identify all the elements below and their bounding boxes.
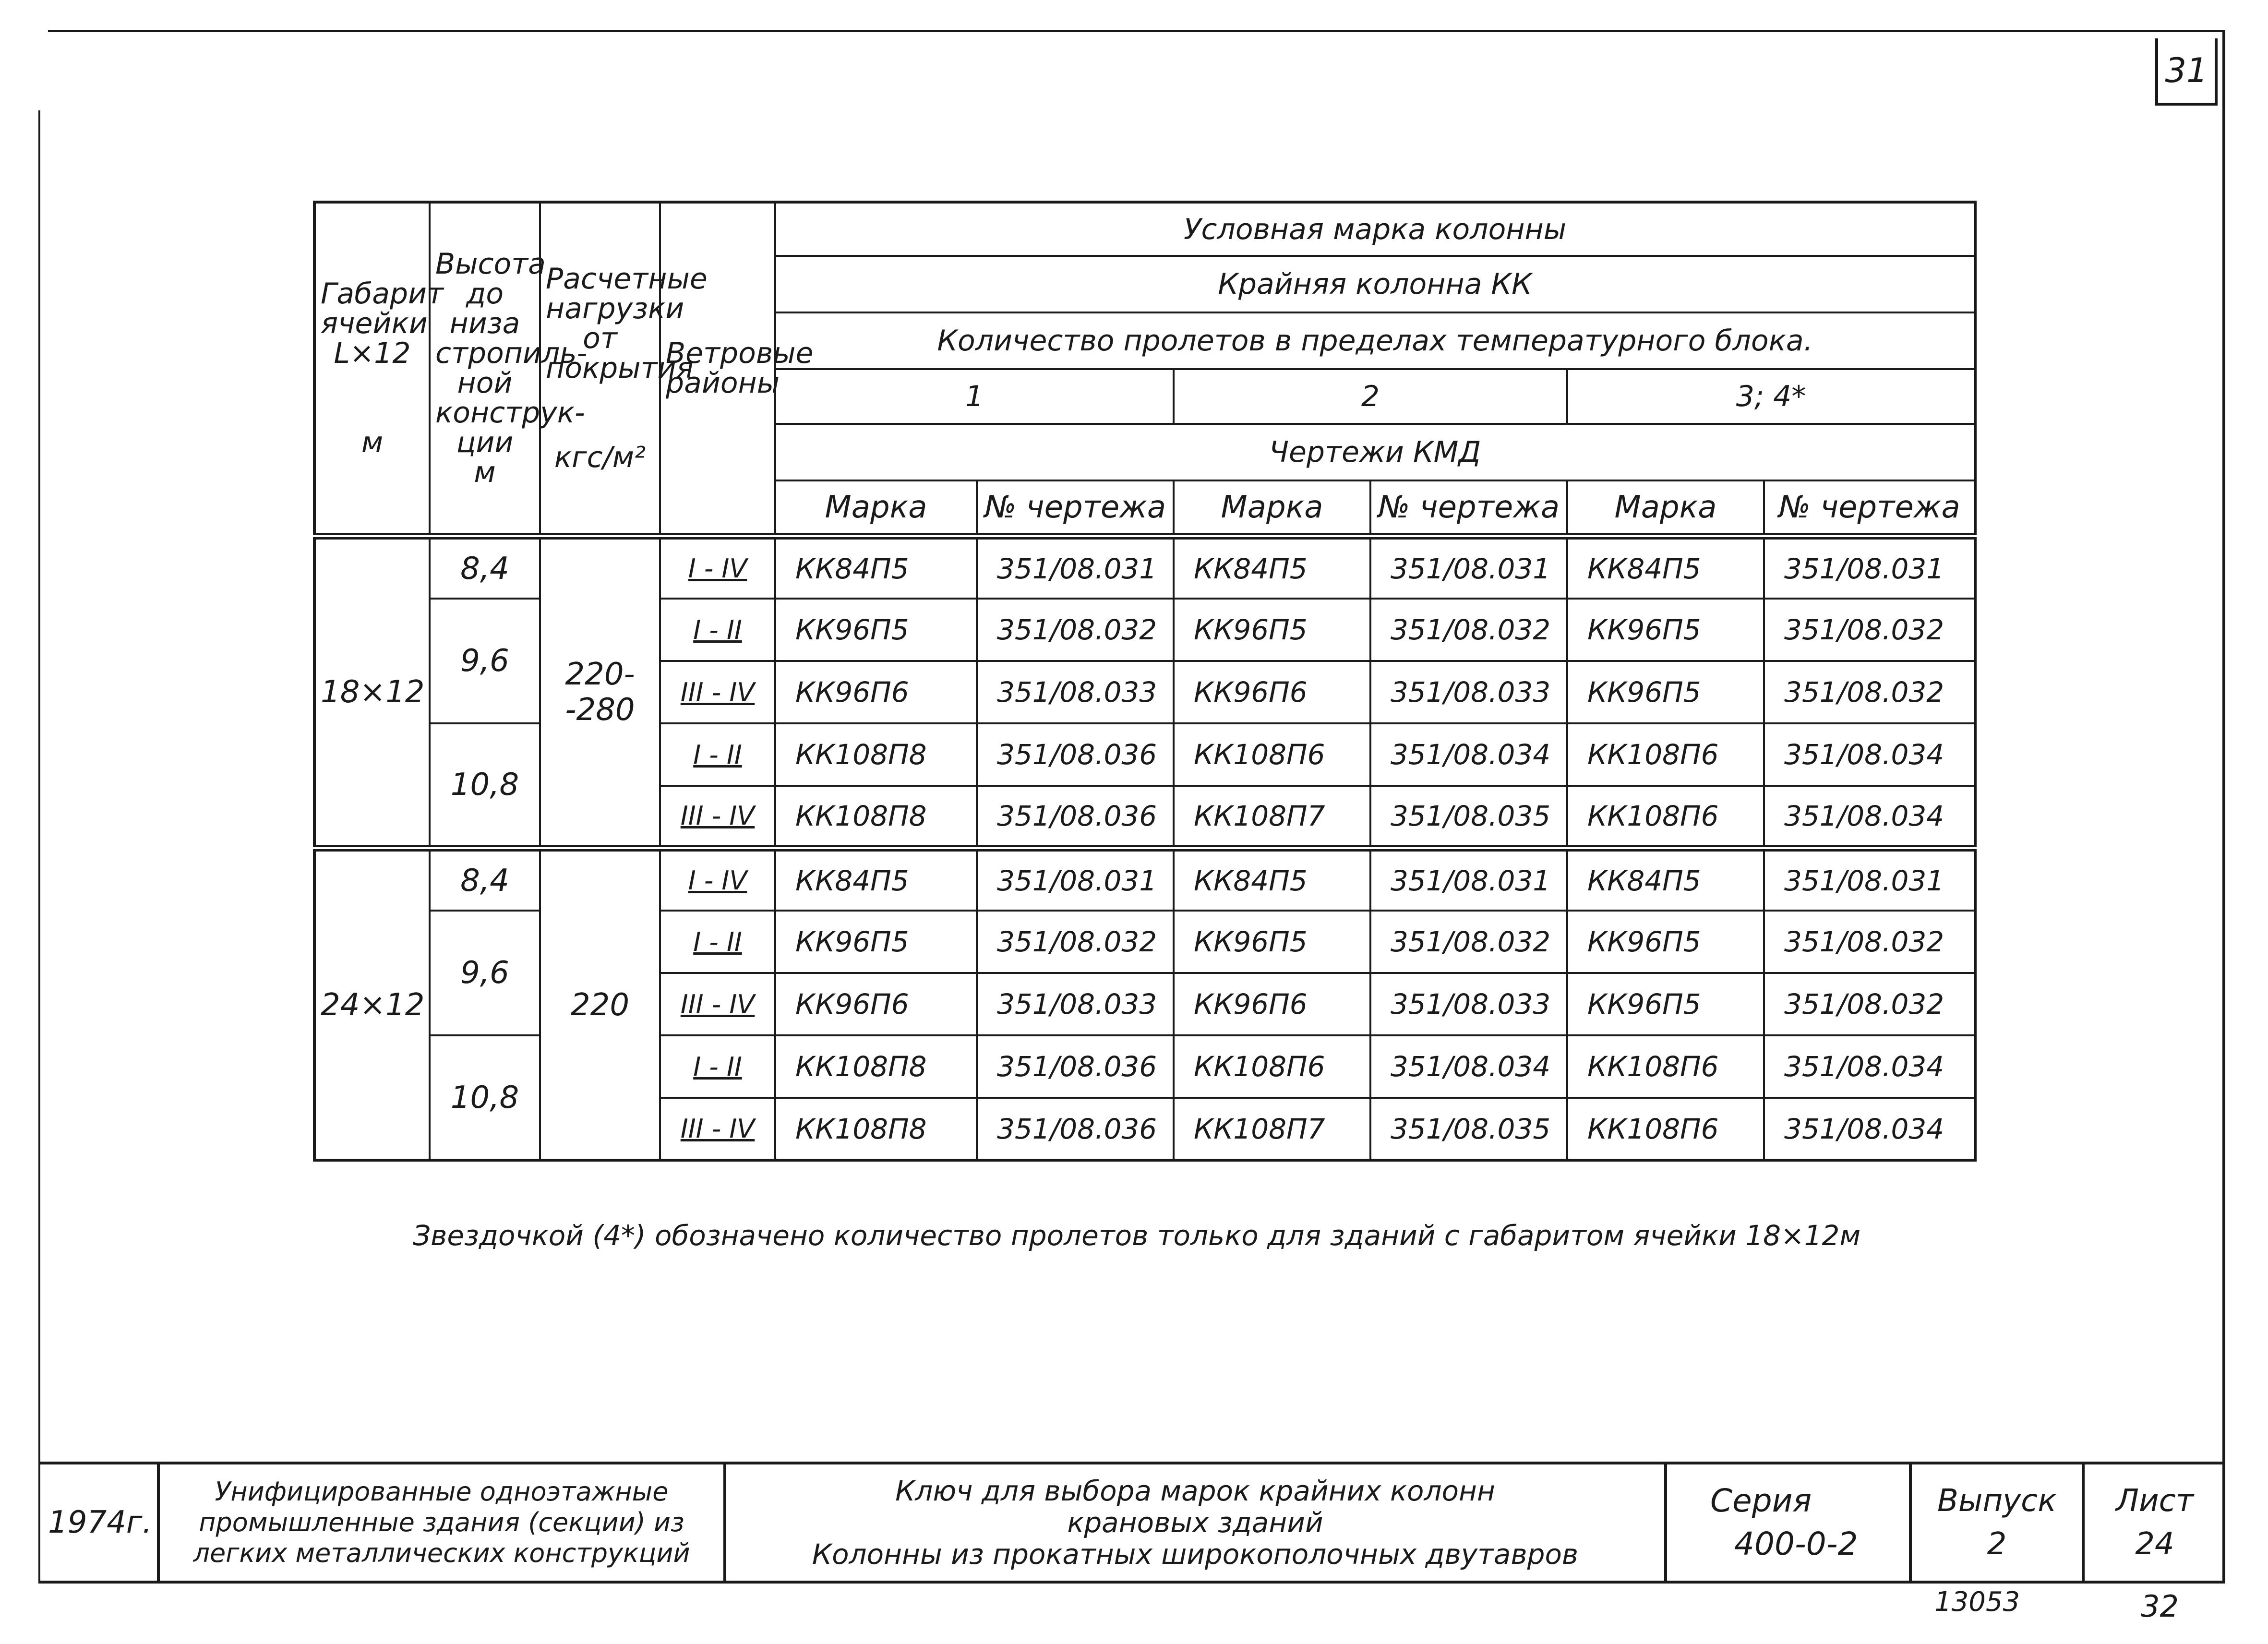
title-issue: Выпуск 2 bbox=[1910, 1463, 2083, 1582]
mark-cell-2: КК108П7 bbox=[1174, 1098, 1370, 1160]
mark-cell-3: КК84П5 bbox=[1567, 536, 1764, 599]
column-key-table bbox=[313, 201, 1977, 1162]
drawing-no-cell-1: 351/08.033 bbox=[977, 661, 1174, 723]
table-row bbox=[314, 848, 1975, 911]
drawing-no-cell-2: 351/08.035 bbox=[1370, 1098, 1567, 1160]
inventory-number: 13053 bbox=[1934, 1586, 2020, 1618]
load-cell: 220 bbox=[540, 848, 660, 1160]
mark-cell-3: КК84П5 bbox=[1567, 848, 1764, 911]
title-series: Серия 400-0-2 bbox=[1666, 1463, 1910, 1582]
mark-cell-3: КК108П6 bbox=[1567, 723, 1764, 786]
drawing-no-cell-1: 351/08.033 bbox=[977, 973, 1174, 1035]
mark-cell-2: КК108П6 bbox=[1174, 723, 1370, 786]
mark-cell-1: КК84П5 bbox=[775, 536, 977, 599]
footnote: Звездочкой (4*) обозначено количество пролетов только для зданий с габаритом ячейки 18×12м bbox=[413, 1219, 1861, 1252]
header-drawings: Чертежи КМД bbox=[775, 424, 1975, 480]
drawing-no-cell-2: 351/08.032 bbox=[1370, 911, 1567, 973]
title-sheet-name: Ключ для выбора марок крайних колонн крановых зданий Колонны из прокатных широкополочных двутавров bbox=[725, 1463, 1666, 1582]
drawing-no-cell-1: 351/08.036 bbox=[977, 1035, 1174, 1098]
drawing-no-cell-3: 351/08.032 bbox=[1764, 911, 1975, 973]
mark-cell-2: КК84П5 bbox=[1174, 848, 1370, 911]
wind-zone-cell: I - II bbox=[660, 723, 775, 786]
drawing-no-cell-1: 351/08.031 bbox=[977, 848, 1174, 911]
mark-cell-2: КК96П5 bbox=[1174, 599, 1370, 661]
wind-zone-cell: III - IV bbox=[660, 973, 775, 1035]
mark-cell-2: КК84П5 bbox=[1174, 536, 1370, 599]
mark-cell-3: КК108П6 bbox=[1567, 786, 1764, 848]
load-cell: 220- -280 bbox=[540, 536, 660, 848]
wind-zone-cell: I - IV bbox=[660, 848, 775, 911]
header-wind-zones: Ветровые районы bbox=[660, 202, 775, 536]
header-drawing-no-1: № чертежа bbox=[977, 480, 1174, 536]
mark-cell-1: КК96П6 bbox=[775, 661, 977, 723]
drawing-no-cell-3: 351/08.034 bbox=[1764, 786, 1975, 848]
left-border-line bbox=[38, 110, 40, 1581]
drawing-no-cell-3: 351/08.031 bbox=[1764, 848, 1975, 911]
header-spans-count: Количество пролетов в пределах температурного блока. bbox=[775, 312, 1975, 369]
height-cell: 10,8 bbox=[430, 723, 540, 848]
drawing-no-cell-3: 351/08.034 bbox=[1764, 1098, 1975, 1160]
drawing-no-cell-2: 351/08.034 bbox=[1370, 1035, 1567, 1098]
header-mark-1: Марка bbox=[775, 480, 977, 536]
height-cell: 10,8 bbox=[430, 1035, 540, 1160]
drawing-no-cell-3: 351/08.032 bbox=[1764, 661, 1975, 723]
wind-zone-cell: III - IV bbox=[660, 786, 775, 848]
sheet-number: 31 bbox=[2165, 51, 2208, 90]
top-border-line bbox=[48, 30, 2225, 32]
drawing-no-cell-3: 351/08.032 bbox=[1764, 599, 1975, 661]
drawing-no-cell-3: 351/08.034 bbox=[1764, 1035, 1975, 1098]
right-border-line bbox=[2222, 30, 2225, 1581]
mark-cell-3: КК96П5 bbox=[1567, 973, 1764, 1035]
header-mark-2: Марка bbox=[1174, 480, 1370, 536]
drawing-no-cell-1: 351/08.036 bbox=[977, 723, 1174, 786]
mark-cell-1: КК108П8 bbox=[775, 786, 977, 848]
drawing-no-cell-2: 351/08.033 bbox=[1370, 661, 1567, 723]
sheet-number-box bbox=[2155, 38, 2218, 106]
drawing-no-cell-2: 351/08.035 bbox=[1370, 786, 1567, 848]
mark-cell-1: КК96П5 bbox=[775, 599, 977, 661]
drawing-no-cell-1: 351/08.032 bbox=[977, 911, 1174, 973]
mark-cell-3: КК108П6 bbox=[1567, 1035, 1764, 1098]
mark-cell-3: КК96П5 bbox=[1567, 911, 1764, 973]
height-cell: 9,6 bbox=[430, 599, 540, 723]
drawing-no-cell-1: 351/08.032 bbox=[977, 599, 1174, 661]
mark-cell-2: КК96П6 bbox=[1174, 973, 1370, 1035]
wind-zone-cell: I - II bbox=[660, 911, 775, 973]
mark-cell-2: КК108П6 bbox=[1174, 1035, 1370, 1098]
title-project: Унифицированные одноэтажные промышленные здания (секции) из легких металлических конструкций bbox=[158, 1463, 725, 1582]
mark-cell-1: КК84П5 bbox=[775, 848, 977, 911]
mark-cell-1: КК96П5 bbox=[775, 911, 977, 973]
drawing-no-cell-2: 351/08.034 bbox=[1370, 723, 1567, 786]
drawing-no-cell-2: 351/08.033 bbox=[1370, 973, 1567, 1035]
header-load: Расчетные нагрузки от покрытия кгс/м² bbox=[540, 202, 660, 536]
header-span-1: 1 bbox=[775, 369, 1174, 424]
mark-cell-1: КК96П6 bbox=[775, 973, 977, 1035]
drawing-no-cell-1: 351/08.036 bbox=[977, 1098, 1174, 1160]
wind-zone-cell: I - II bbox=[660, 599, 775, 661]
header-gabarit: Габарит ячейки L×12 м bbox=[314, 202, 430, 536]
mark-cell-1: КК108П8 bbox=[775, 723, 977, 786]
wind-zone-cell: I - II bbox=[660, 1035, 775, 1098]
header-conditional-mark: Условная марка колонны bbox=[775, 202, 1975, 256]
mark-cell-3: КК108П6 bbox=[1567, 1098, 1764, 1160]
mark-cell-2: КК108П7 bbox=[1174, 786, 1370, 848]
drawing-no-cell-3: 351/08.031 bbox=[1764, 536, 1975, 599]
title-sheet: Лист 24 bbox=[2115, 1483, 2194, 1562]
drawing-no-cell-1: 351/08.036 bbox=[977, 786, 1174, 848]
mark-cell-2: КК96П5 bbox=[1174, 911, 1370, 973]
mark-cell-3: КК96П5 bbox=[1567, 599, 1764, 661]
page-number: 32 bbox=[2141, 1589, 2179, 1624]
wind-zone-cell: III - IV bbox=[660, 661, 775, 723]
height-cell: 8,4 bbox=[430, 536, 540, 599]
gabarit-cell: 18×12 bbox=[314, 536, 430, 848]
header-mark-3: Марка bbox=[1567, 480, 1764, 536]
mark-cell-1: КК108П8 bbox=[775, 1035, 977, 1098]
header-drawing-no-3: № чертежа bbox=[1764, 480, 1975, 536]
table-row bbox=[314, 536, 1975, 599]
header-span-2: 2 bbox=[1174, 369, 1567, 424]
drawing-no-cell-2: 351/08.031 bbox=[1370, 536, 1567, 599]
mark-cell-1: КК108П8 bbox=[775, 1098, 977, 1160]
mark-cell-3: КК96П5 bbox=[1567, 661, 1764, 723]
header-span-3-4: 3; 4* bbox=[1567, 369, 1975, 424]
header-drawing-no-2: № чертежа bbox=[1370, 480, 1567, 536]
height-cell: 8,4 bbox=[430, 848, 540, 911]
mark-cell-2: КК96П6 bbox=[1174, 661, 1370, 723]
height-cell: 9,6 bbox=[430, 911, 540, 1035]
gabarit-cell: 24×12 bbox=[314, 848, 430, 1160]
header-edge-column: Крайняя колонна КК bbox=[775, 256, 1975, 312]
header-height: Высота до низа стропиль- ной конструк- ции м bbox=[430, 202, 540, 536]
drawing-no-cell-1: 351/08.031 bbox=[977, 536, 1174, 599]
title-year: 1974г. bbox=[38, 1463, 158, 1582]
wind-zone-cell: III - IV bbox=[660, 1098, 775, 1160]
drawing-no-cell-2: 351/08.031 bbox=[1370, 848, 1567, 911]
drawing-no-cell-3: 351/08.032 bbox=[1764, 973, 1975, 1035]
drawing-no-cell-3: 351/08.034 bbox=[1764, 723, 1975, 786]
drawing-no-cell-2: 351/08.032 bbox=[1370, 599, 1567, 661]
wind-zone-cell: I - IV bbox=[660, 536, 775, 599]
title-block bbox=[38, 1462, 2225, 1584]
